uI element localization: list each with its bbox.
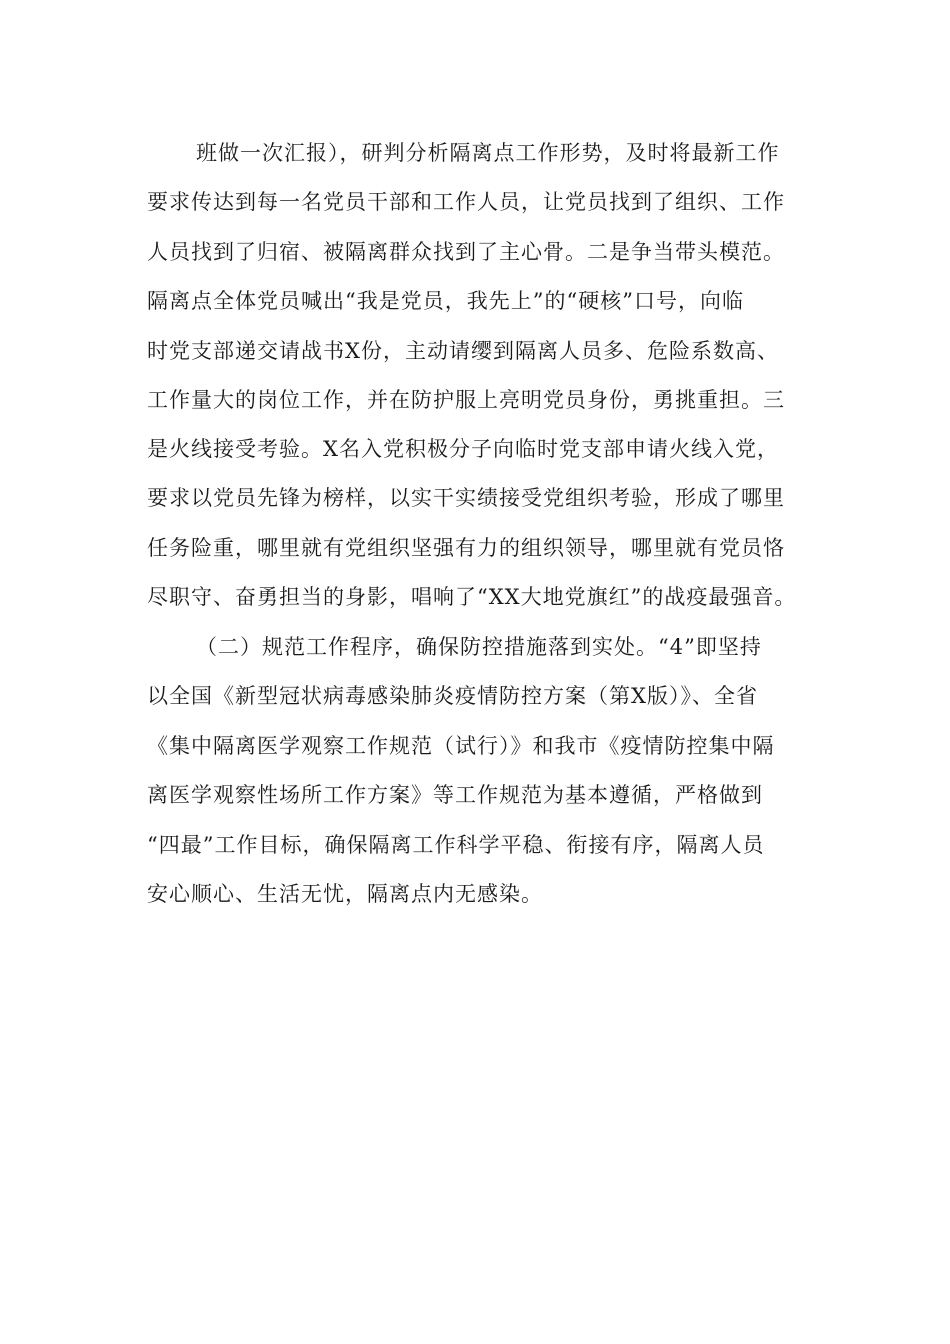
text-line: 工作量大的岗位工作，并在防护服上亮明党员身份，勇挑重担。三 [147,388,785,412]
text-line: 离医学观察性场所工作方案》等工作规范为基本遵循，严格做到 [147,783,763,807]
text-line: 尽职守、奋勇担当的身影，唱响了“XX大地党旗红”的战疫最强音。 [147,585,797,609]
text-line: 时党支部递交请战书X份，主动请缨到隔离人员多、危险系数高、 [147,339,779,363]
text-line: 人员找到了归宿、被隔离群众找到了主心骨。二是争当带头模范。 [147,240,785,264]
text-line: 隔离点全体党员喊出“我是党员，我先上”的“硬核”口号，向临 [147,289,744,313]
section-heading-line: （二）规范工作程序，确保防控措施落到实处。“4”即坚持 [196,635,762,659]
text-line: 要求以党员先锋为榜样，以实干实绩接受党组织考验，形成了哪里 [147,486,785,510]
text-line: 要求传达到每一名党员干部和工作人员，让党员找到了组织、工作 [147,190,785,214]
text-line: 以全国《新型冠状病毒感染肺炎疫情防控方案（第X版）》、全省 [147,684,758,708]
text-line: 安心顺心、生活无忧，隔离点内无感染。 [147,882,543,906]
text-line: 任务险重，哪里就有党组织坚强有力的组织领导，哪里就有党员恪 [147,536,785,560]
text-line: 《集中隔离医学观察工作规范（试行）》和我市《疫情防控集中隔 [147,734,775,758]
text-line: 是火线接受考验。X名入党积极分子向临时党支部申请火线入党， [147,437,779,461]
text-line: “四最”工作目标，确保隔离工作科学平稳、衔接有序，隔离人员 [147,833,765,857]
text-line: 班做一次汇报），研判分析隔离点工作形势，及时将最新工作 [196,141,780,165]
